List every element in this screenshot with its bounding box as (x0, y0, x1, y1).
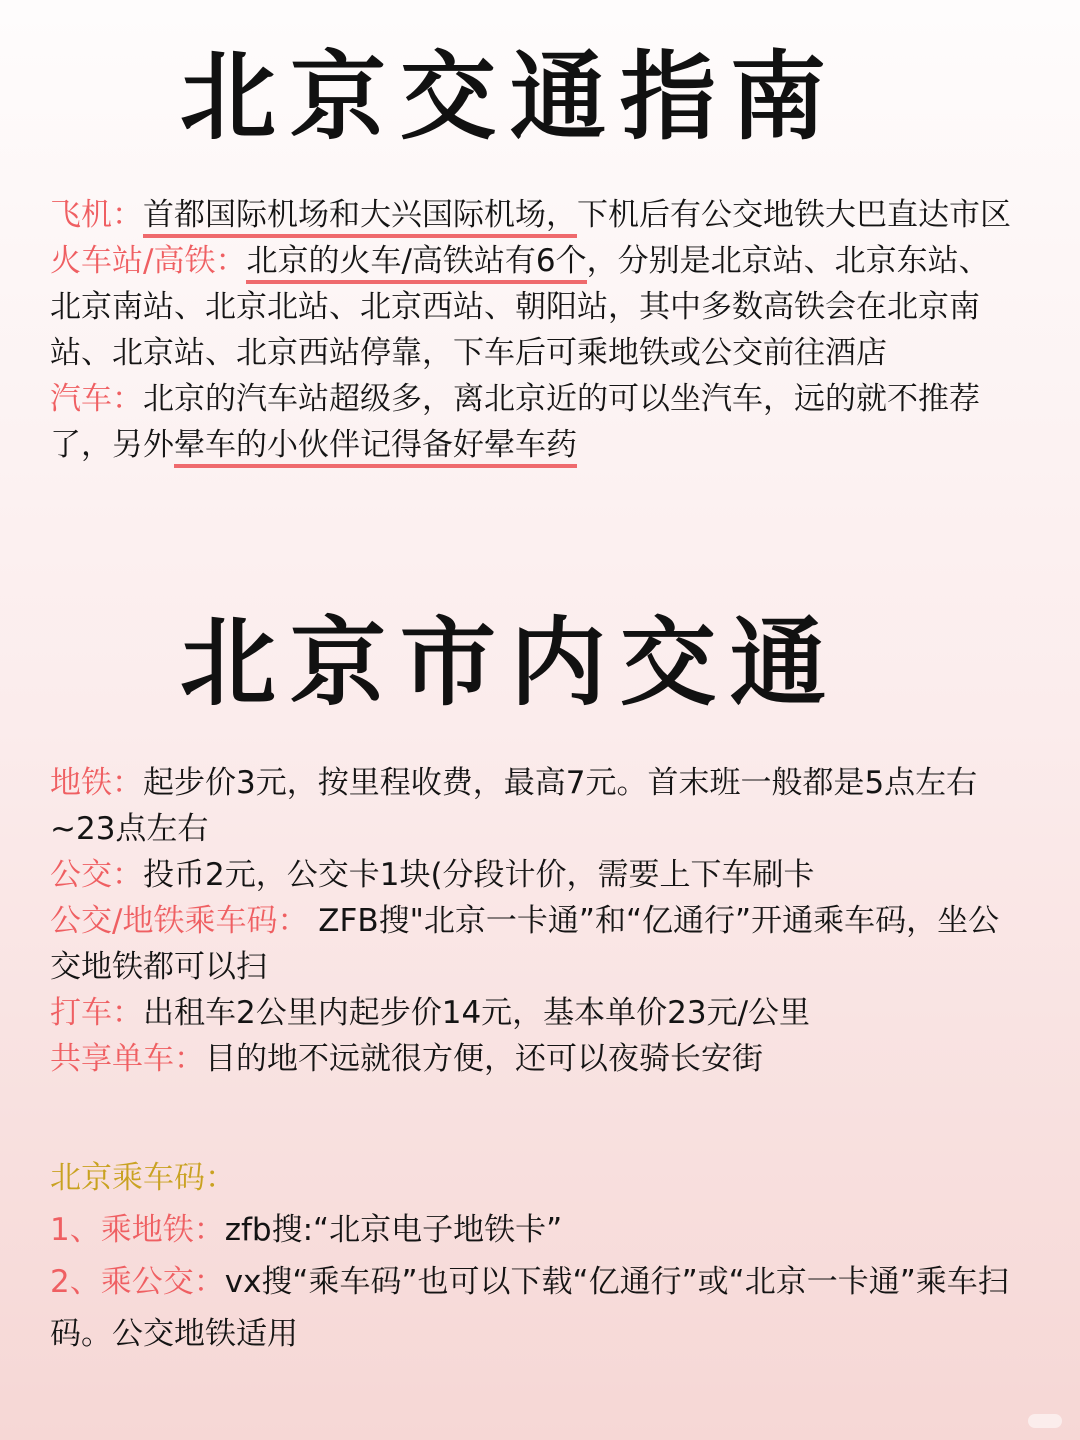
page-title: 北京交通指南 (180, 41, 840, 153)
ride-code-item-2-label: 2、乘公交： (50, 1264, 225, 1300)
plane-text: 下机后有公交地铁大巴直达市区 (577, 197, 1011, 233)
plane-paragraph (50, 192, 1020, 238)
bus-fare-paragraph (50, 852, 1020, 898)
coach-highlight: 晕车的小伙伴记得备好晕车药 (174, 427, 577, 468)
coach-label: 汽车： (50, 381, 143, 417)
bus-text: 投币2元，公交卡1块(分段计价，需要上下车刷卡 (143, 857, 815, 893)
taxi-paragraph (50, 990, 1020, 1036)
subway-paragraph (50, 760, 1020, 852)
bike-paragraph (50, 1036, 1020, 1082)
ride-code-item-1-label: 1、乘地铁： (50, 1212, 225, 1248)
corner-mark (1028, 1414, 1062, 1428)
ride-code-item-1 (50, 1204, 1020, 1256)
ride-code-item-2-text: vx搜“乘车码”也可以下载“亿通行”或“北京一卡通”乘车扫码。公交地铁适用 (50, 1264, 1009, 1352)
plane-highlight: 首都国际机场和大兴国际机场， (143, 197, 577, 238)
ride-code-heading: 北京乘车码： (50, 1160, 236, 1196)
bike-text: 目的地不远就很方便，还可以夜骑长安街 (205, 1041, 763, 1077)
subway-text: 起步价3元，按里程收费，最高7元。首末班一般都是5点左右~23点左右 (50, 765, 978, 847)
ride-code-text: ZFB搜"北京一卡通”和“亿通行”开通乘车码，坐公交地铁都可以扫 (50, 903, 1000, 985)
ride-code-item-1-text: zfb搜:“北京电子地铁卡” (224, 1212, 563, 1248)
ride-code-item-2 (50, 1256, 1020, 1360)
bus-paragraph (50, 376, 1020, 468)
intercity-section (50, 192, 1020, 468)
train-text: ，分别是北京站、北京东站、北京南站、北京北站、北京西站、朝阳站，其中多数高铁会在北京南站、北京站、北京西站停靠，下车后可乘地铁或公交前往酒店 (50, 243, 990, 371)
subway-label: 地铁： (50, 765, 143, 801)
train-highlight: 北京的火车/高铁站有6个 (246, 243, 586, 284)
bus-label: 公交： (50, 857, 143, 893)
city-transport-section (50, 760, 1020, 1082)
ride-code-paragraph (50, 898, 1020, 990)
bike-label: 共享单车： (50, 1041, 205, 1077)
taxi-label: 打车： (50, 995, 143, 1031)
ride-code-label: 公交/地铁乘车码： (50, 903, 309, 939)
coach-text: 北京的汽车站超级多，离北京近的可以坐汽车，远的就不推荐了，另外 (50, 381, 980, 463)
train-label: 火车站/高铁： (50, 243, 247, 279)
taxi-text: 出租车2公里内起步价14元，基本单价23元/公里 (143, 995, 811, 1031)
plane-label: 飞机： (50, 197, 143, 233)
ride-code-section (50, 1152, 1020, 1360)
section-title: 北京市内交通 (180, 607, 840, 719)
train-paragraph (50, 238, 1020, 376)
